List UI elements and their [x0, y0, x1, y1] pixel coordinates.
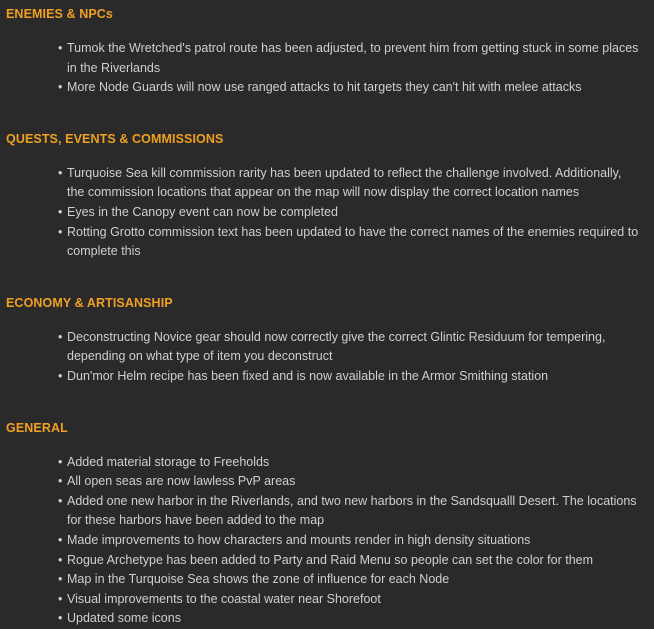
section-heading-economy-artisanship: ECONOMY & ARTISANSHIP	[6, 295, 173, 310]
section-heading-quests-events-commissions: QUESTS, EVENTS & COMMISSIONS	[6, 131, 224, 146]
list-item-text: Tumok the Wretched's patrol route has been adjusted, to prevent him from getting stuck in some places in the Riverlands	[67, 41, 639, 75]
section-list-quests-events-commissions	[6, 164, 654, 262]
list-item-text: Turquoise Sea kill commission rarity has been updated to reflect the challenge involved. Additionally, the commission locations that appear on the map will now display the correct location names	[67, 165, 622, 200]
list-item-text: Rogue Archetype has been added to Party and Raid Menu so people can set the color for them	[67, 552, 594, 567]
list-item-text: Eyes in the Canopy event can now be completed	[67, 204, 339, 219]
section-list-economy-artisanship	[6, 328, 654, 387]
list-item	[6, 328, 654, 367]
list-item	[6, 78, 654, 98]
list-item-text: Dun'mor Helm recipe has been fixed and is now available in the Armor Smithing station	[67, 368, 549, 383]
section-heading-general: GENERAL	[6, 420, 68, 435]
list-item-text: Added material storage to Freeholds	[67, 454, 270, 469]
section-economy-artisanship	[6, 295, 654, 387]
bullet-icon: •	[58, 591, 63, 606]
bullet-icon: •	[58, 41, 63, 55]
bullet-icon: •	[58, 80, 63, 95]
list-item	[6, 531, 654, 551]
list-item	[6, 203, 654, 223]
section-spacer	[6, 387, 654, 420]
list-item-text: Added one new harbor in the Riverlands, and two new harbors in the Sandsqualll Desert. The locations for these harbors have been added to the map	[67, 493, 637, 528]
bullet-icon: •	[58, 532, 63, 547]
list-item-text: Map in the Turquoise Sea shows the zone of influence for each Node	[67, 572, 450, 587]
bullet-icon: •	[58, 552, 63, 567]
list-item	[6, 223, 654, 262]
bullet-icon: •	[58, 572, 63, 587]
list-item	[6, 570, 654, 590]
list-item-text: Deconstructing Novice gear should now correctly give the correct Glintic Residuum for tempering, depending on what type of item you deconstruct	[67, 329, 606, 364]
section-heading-enemies-npcs: ENEMIES & NPCs	[6, 7, 113, 21]
bullet-icon: •	[58, 454, 63, 469]
bullet-icon: •	[58, 611, 63, 626]
bullet-icon: •	[58, 224, 63, 239]
section-list-general	[6, 453, 654, 629]
list-item-text: More Node Guards will now use ranged attacks to hit targets they can't hit with melee attacks	[67, 80, 582, 95]
list-item	[6, 367, 654, 387]
section-enemies-npcs	[6, 6, 654, 98]
section-list-enemies-npcs	[6, 39, 654, 98]
bullet-icon: •	[58, 368, 63, 383]
list-item-text: Visual improvements to the coastal water near Shorefoot	[67, 591, 381, 606]
list-item-text: All open seas are now lawless PvP areas	[67, 474, 296, 489]
list-item	[6, 472, 654, 492]
list-item	[6, 590, 654, 610]
list-item	[6, 164, 654, 203]
section-spacer	[6, 262, 654, 295]
section-spacer	[6, 98, 654, 131]
list-item	[6, 453, 654, 473]
list-item	[6, 551, 654, 571]
list-item-text: Made improvements to how characters and mounts render in high density situations	[67, 532, 531, 547]
bullet-icon: •	[58, 329, 63, 344]
section-quests-events-commissions	[6, 131, 654, 262]
section-general	[6, 420, 654, 629]
list-item	[6, 492, 654, 531]
list-item	[6, 39, 654, 78]
list-item-text: Updated some icons	[67, 611, 181, 626]
list-item	[6, 609, 654, 629]
bullet-icon: •	[58, 474, 63, 489]
bullet-icon: •	[58, 493, 63, 508]
bullet-icon: •	[58, 204, 63, 219]
bullet-icon: •	[58, 165, 63, 180]
list-item-text: Rotting Grotto commission text has been updated to have the correct names of the enemies required to complete this	[67, 224, 639, 259]
